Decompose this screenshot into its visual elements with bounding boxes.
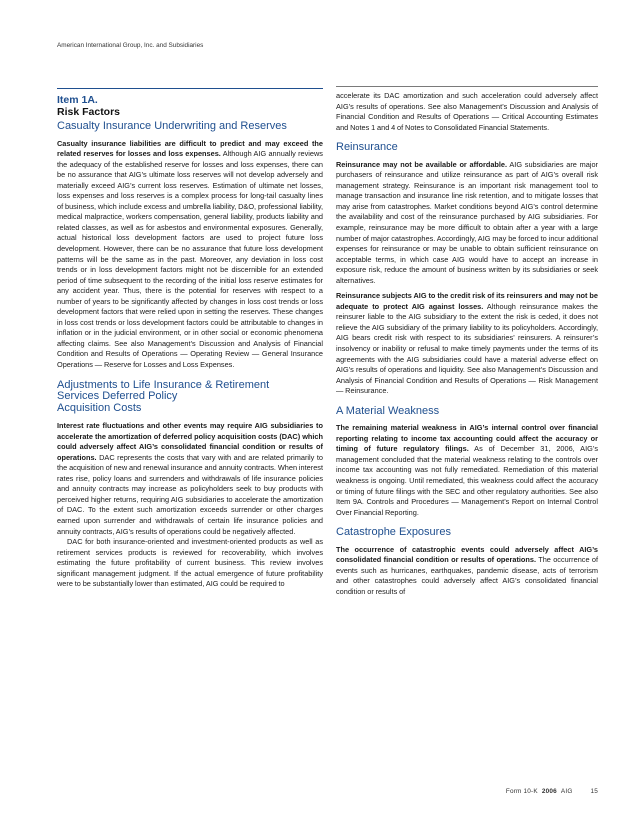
page-footer	[506, 788, 598, 795]
right-column	[336, 86, 598, 597]
dac-paragraph	[57, 421, 323, 537]
reinsurance-paragraph-2	[336, 291, 598, 396]
footer-company: AIG	[560, 788, 573, 795]
item-title: Risk Factors	[57, 106, 121, 118]
weakness-heading: A Material Weakness	[336, 404, 440, 417]
reinsurance-heading: Reinsurance	[336, 141, 398, 154]
reinsurance-lead-1: Reinsurance may not be available or affordable.	[336, 159, 508, 169]
casualty-body: Although AIG annually reviews the adequacy of the established reserve for losses and loss expenses, there can be no assurance that AIG’s ultimate loss reserves will not develop adversely and materially exceed AIG’s current loss reserves. Estimation of ultimate net losses, loss expenses and loss reserves is a complex process for long-tail casualty lines of business, which include excess and umbrella liability, D&O, professional liability, medical malpractice, workers compensation, general liability, products liability and related classes, as well as for asbestos and environmental exposures. Generally, actual historical loss development factors are used to project future loss development. However, there can be no assurance that future loss development patterns will be the same as in the past. Moreover, any deviation in loss cost trends or in loss development factors might not be discernible for an extended period of time subsequent to the recording of the initial loss reserve estimates for any accident year. Thus, there is the potential for reserves with respect to a number of years to be significantly affected by changes in loss cost trends or loss development factors that were relied upon in setting the reserves. These changes in loss cost trends or loss development factors could be attributable to changes in inflation or in the judicial environment, or in other social or economic phenomena affecting claims. See also Management’s Discussion and Analysis of Financial Condition and Results of Operations — Operating Review — General Insurance Operations — Reserve for Losses and Loss Expenses.	[57, 149, 323, 369]
casualty-paragraph	[57, 139, 323, 371]
dac-paragraph-2: DAC for both insurance-oriented and investment-oriented products as well as retirement services products is reviewed for recoverability, which involves estimating the future profitability of current business. This review involves significant management judgment. If the actual emergence of future profitability were to be substantially lower than estimated, AIG could be required to	[57, 537, 323, 589]
catastrophe-lead: The occurrence of catastrophic events could adversely affect AIG’s consolidated financial condition or results of operations.	[336, 544, 598, 565]
footer-year: 2006	[541, 788, 557, 795]
dac-continued-paragraph: accelerate its DAC amortization and such acceleration could adversely affect AIG’s results of operations. See also Management’s Discussion and Analysis of Financial Condition and Results of Operations — Critical Accounting Estimates and Notes 1 and 4 of Notes to Consolidated Financial Statements.	[336, 91, 598, 132]
dac-heading-line3: Acquisition Costs	[57, 401, 142, 414]
casualty-lead: Casualty insurance liabilities are difficult to predict and may exceed the related reserves for losses and loss expenses.	[57, 138, 323, 159]
running-head: American International Group, Inc. and Subsidiaries	[57, 42, 204, 49]
catastrophe-body: The occurrence of events such as hurricanes, earthquakes, pandemic disease, acts of terrorism and other catastrophes could adversely affect AIG’s consolidated financial condition or results of	[336, 555, 598, 596]
catastrophe-paragraph	[336, 545, 598, 598]
reinsurance-body-1: AIG subsidiaries are major purchasers of reinsurance and utilize reinsurance as part of AIG’s overall risk management strategy. Reinsurance is an important risk management tool to manage transaction and insurance line risk retention, and to mitigate losses that may arise from catastrophes. Market conditions beyond AIG’s control determine the availability and cost of the reinsurance purchased by AIG subsidiaries. For example, reinsurance may be more difficult to obtain after a year with a large number of major catastrophes. Accordingly, AIG may be forced to incur additional expenses for reinsurance or may be unable to obtain sufficient reinsurance on acceptable terms, in which case AIG would have to accept an increase in exposure risk, reduce the amount of business written by its subsidiaries or seek alternatives.	[336, 159, 598, 285]
footer-form: Form 10-K	[505, 788, 538, 795]
dac-heading-line1: Adjustments to Life Insurance & Retirement	[57, 378, 270, 391]
weakness-lead: The remaining material weakness in AIG’s internal control over financial reporting relating to income tax accounting could affect the accuracy or timing of future regulatory filings.	[336, 423, 598, 454]
casualty-heading: Casualty Insurance Underwriting and Reserves	[57, 120, 287, 132]
dac-heading-line2: Services Deferred Policy	[57, 390, 178, 403]
reinsurance-paragraph-1	[336, 160, 598, 287]
dac-lead: Interest rate fluctuations and other events may require AIG subsidiaries to accelerate the amortization of deferred policy acquisition costs (DAC) which could adversely affect AIG’s consolidated financial condition or results of operations.	[57, 421, 323, 462]
dac-heading	[57, 380, 323, 415]
weakness-paragraph	[336, 423, 598, 518]
left-column	[57, 88, 323, 590]
catastrophe-heading: Catastrophe Exposures	[336, 526, 451, 539]
weakness-body: As of December 31, 2006, AIG’s management concluded that the material weakness relating to the controls over income tax accounting was not fully remediated. Remediation of this material weakness is ongoing. Until remediated, this weakness could affect the accuracy or timing of future filings with the SEC and other regulatory authorities. See also Item 9A. Controls and Procedures — Management’s Report on Internal Control Over Financial Reporting.	[336, 444, 598, 517]
reinsurance-body-2: Although reinsurance makes the reinsurer liable to the AIG subsidiary to the extent the risk is ceded, it does not relieve the AIG subsidiary of the primary liability to its policyholders. Accordingly, AIG bears credit risk with respect to its subsidiaries’ reinsurers. A reinsurer’s insolvency or inability or refusal to make timely payments under the terms of its agreements with the AIG subsidiaries could have a material adverse effect on AIG’s results of operations and liquidity. See also Management’s Discussion and Analysis of Financial Condition and Results of Operations — Risk Management — Reinsurance.	[336, 301, 598, 396]
item-number: Item 1A.	[57, 94, 98, 106]
dac-body: DAC represents the costs that vary with and are related primarily to the acquisition of new and renewal insurance and annuity contracts. When interest rates rise, policy loans and surrenders and withdrawals of life insurance policies and annuity contracts may increase as policyholders seek to buy products with perceived higher returns, requiring AIG subsidiaries to accelerate the amortization of DAC. To the extent such amortization exceeds surrender or other charges earned upon surrender and withdrawals of certain life insurance policies and annuity contracts, AIG’s results of operations could be negatively affected.	[57, 452, 323, 536]
page-number: 15	[590, 788, 598, 795]
reinsurance-lead-2: Reinsurance subjects AIG to the credit risk of its reinsurers and may not be adequate to protect AIG against losses.	[336, 291, 598, 311]
